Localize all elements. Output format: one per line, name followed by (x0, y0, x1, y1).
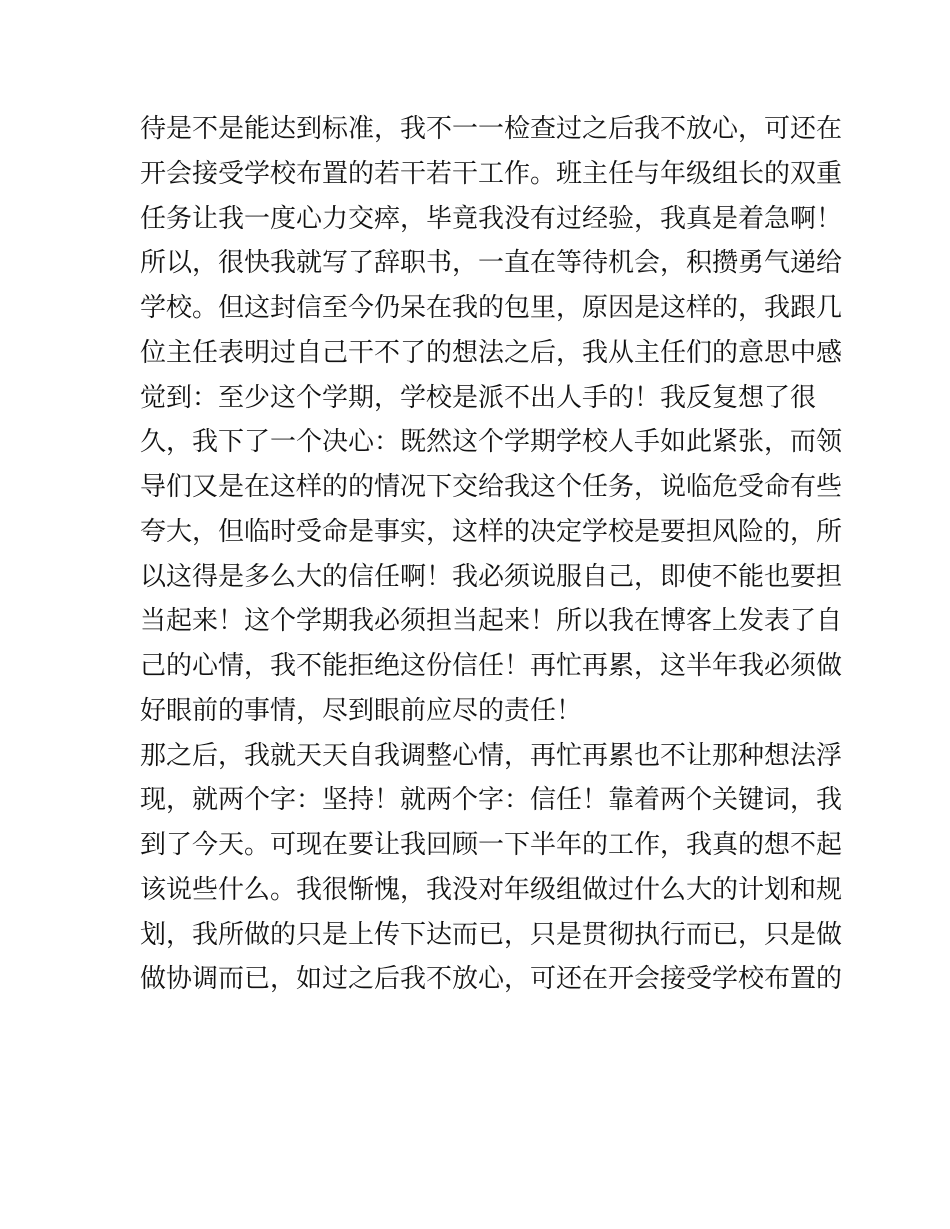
text-line: 开会接受学校布置的若干若干工作。班主任与年级组长的双重 (140, 158, 843, 189)
text-line: 该说些什么。我很惭愧，我没对年级组做过什么大的计划和规 (140, 874, 843, 905)
text-line: 做协调而已，如过之后我不放心，可还在开会接受学校布置的 (140, 964, 843, 995)
text-line: 到了今天。可现在要让我回顾一下半年的工作，我真的想不起 (140, 830, 843, 860)
text-line: 导们又是在这样的的情况下交给我这个任务，说临危受命有些 (140, 472, 843, 502)
text-line: 觉到：至少这个学期，学校是派不出人手的！我反复想了很 (140, 382, 817, 413)
text-line: 划，我所做的只是上传下达而已，只是贯彻执行而已，只是做 (140, 919, 843, 950)
text-line: 那之后，我就天天自我调整心情，再忙再累也不让那种想法浮 (140, 740, 843, 771)
text-line: 现，就两个字：坚持！就两个字：信任！靠着两个关键词，我 (140, 785, 843, 816)
text-line: 夸大，但临时受命是事实，这样的决定学校是要担风险的，所 (140, 516, 843, 547)
text-line: 任务让我一度心力交瘁，毕竟我没有过经验，我真是着急啊！ (140, 203, 843, 234)
text-line: 所以，很快我就写了辞职书，一直在等待机会，积攒勇气递给 (140, 248, 843, 279)
text-line: 好眼前的事情，尽到眼前应尽的责任！ (140, 695, 583, 726)
document-body (140, 107, 843, 1002)
text-line: 当起来！这个学期我必须担当起来！所以我在博客上发表了自 (140, 606, 843, 637)
text-line: 学校。但这封信至今仍呆在我的包里，原因是这样的，我跟几 (140, 293, 843, 323)
text-line: 久，我下了一个决心：既然这个学期学校人手如此紧张，而领 (140, 427, 843, 458)
text-line: 位主任表明过自己干不了的想法之后，我从主任们的意思中感 (140, 337, 843, 368)
text-line: 待是不是能达到标准，我不一一检查过之后我不放心，可还在 (140, 114, 843, 144)
text-line: 以这得是多么大的信任啊！我必须说服自己，即使不能也要担 (140, 561, 843, 592)
text-line: 己的心情，我不能拒绝这份信任！再忙再累，这半年我必须做 (140, 651, 843, 681)
